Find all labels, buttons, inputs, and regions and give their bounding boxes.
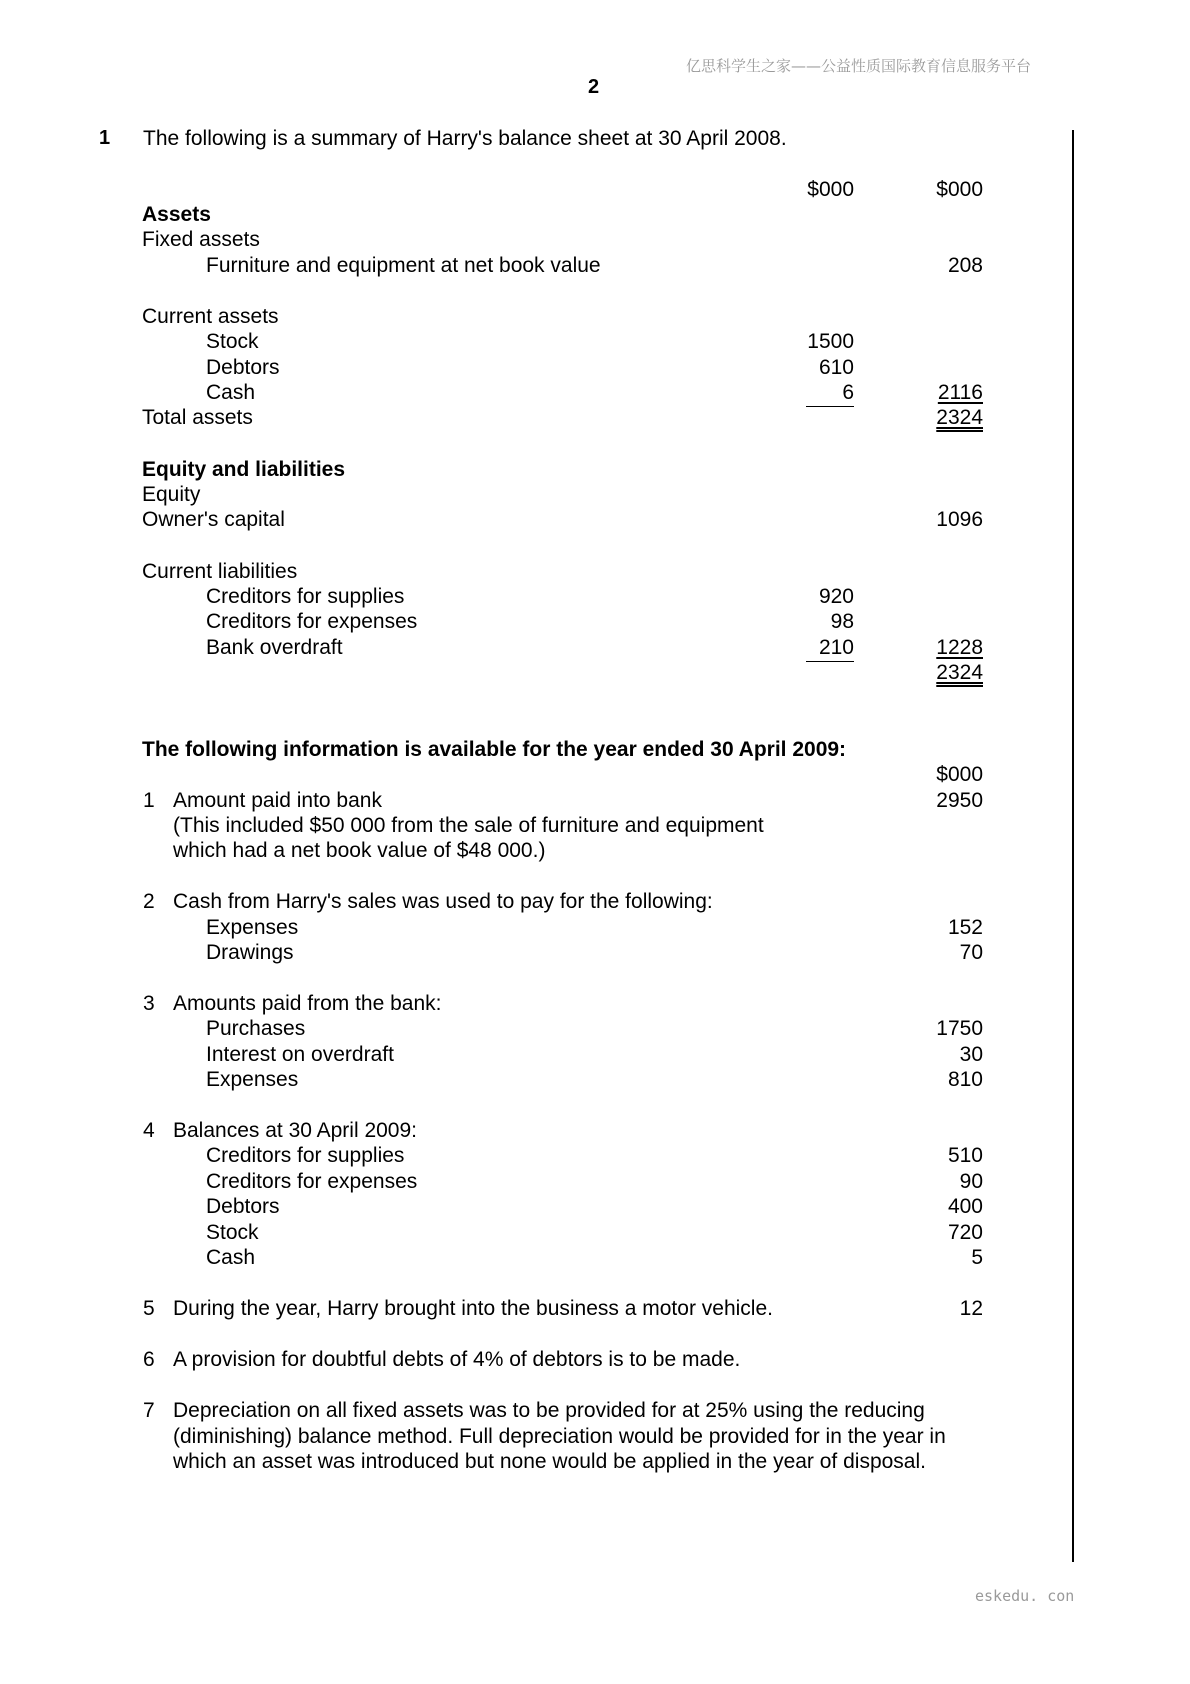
info-col-heading: $000: [936, 763, 983, 786]
creditors-expenses-value: 98: [830, 610, 854, 633]
creditors-supplies-row: [0, 584, 1190, 610]
item1-row: [0, 788, 1190, 814]
item7-number: 7: [143, 1399, 155, 1422]
item1-value: 2950: [936, 789, 983, 812]
item6-text: A provision for doubtful debts of 4% of debtors is to be made.: [173, 1348, 741, 1371]
item3-purchases-value: 1750: [936, 1017, 983, 1040]
item2-drawings-label: Drawings: [206, 941, 294, 964]
item1-note-row1: [0, 813, 1190, 839]
page-number: 2: [588, 76, 600, 98]
item4-cash-row: [0, 1245, 1190, 1271]
current-assets-label: Current assets: [142, 305, 279, 328]
creditors-supplies-value: 920: [818, 585, 854, 608]
item1-note-line1: (This included $50 000 from the sale of furniture and equipment: [173, 814, 764, 837]
item5-value: 12: [959, 1297, 983, 1320]
info-col-heading-row: [0, 762, 1190, 788]
item2-drawings-value: 70: [959, 941, 983, 964]
item3-text: Amounts paid from the bank:: [173, 992, 442, 1015]
stock-row: [0, 329, 1190, 355]
creditors-supplies-label: Creditors for supplies: [206, 585, 405, 608]
item3-expenses-row: [0, 1067, 1190, 1093]
stock-value: 1500: [807, 330, 854, 353]
item2-expenses-label: Expenses: [206, 916, 299, 939]
item3-expenses-label: Expenses: [206, 1068, 299, 1091]
equity-label: Equity: [142, 483, 201, 506]
total-assets-row: [0, 405, 1190, 431]
item3-purchases-row: [0, 1016, 1190, 1042]
owners-capital-label: Owner's capital: [142, 508, 285, 531]
total-assets-value: 2324: [936, 406, 983, 429]
current-liabilities-label: Current liabilities: [142, 560, 298, 583]
info-heading-row: [0, 737, 1190, 763]
item3-row: [0, 991, 1190, 1017]
fixed-assets-label: Fixed assets: [142, 228, 260, 251]
item4-stock-value: 720: [947, 1221, 983, 1244]
item2-text: Cash from Harry's sales was used to pay for the following:: [173, 890, 713, 913]
equity-liabilities-heading: Equity and liabilities: [142, 458, 346, 481]
item1-note-row2: [0, 838, 1190, 864]
item3-interest-row: [0, 1042, 1190, 1068]
item2-number: 2: [143, 890, 155, 913]
item4-cash-label: Cash: [206, 1246, 256, 1269]
owners-capital-value: 1096: [936, 508, 983, 531]
item2-row: [0, 889, 1190, 915]
item3-purchases-label: Purchases: [206, 1017, 306, 1040]
bank-overdraft-wrap: [806, 635, 854, 662]
item2-expenses-value: 152: [947, 916, 983, 939]
current-assets-total: 2116: [937, 381, 983, 404]
item4-cs-row: [0, 1143, 1190, 1169]
item3-number: 3: [143, 992, 155, 1015]
item4-row: [0, 1118, 1190, 1144]
item4-debtors-value: 400: [947, 1195, 983, 1218]
item1-number: 1: [143, 789, 155, 812]
total-assets-label: Total assets: [142, 406, 253, 429]
cash-row: [0, 380, 1190, 406]
creditors-expenses-label: Creditors for expenses: [206, 610, 418, 633]
item4-ce-label: Creditors for expenses: [206, 1170, 418, 1193]
cash-label: Cash: [206, 381, 256, 404]
item3-interest-label: Interest on overdraft: [206, 1043, 394, 1066]
item4-number: 4: [143, 1119, 155, 1142]
item7-row3: [0, 1449, 1190, 1475]
furniture-label: Furniture and equipment at net book value: [206, 254, 601, 277]
cash-value: 6: [842, 381, 854, 404]
item7-line1: Depreciation on all fixed assets was to be provided for at 25% using the reducing: [173, 1399, 925, 1422]
item4-debtors-label: Debtors: [206, 1195, 280, 1218]
owners-capital-row: [0, 507, 1190, 533]
item4-ce-value: 90: [959, 1170, 983, 1193]
debtors-value: 610: [818, 356, 854, 379]
creditors-expenses-row: [0, 609, 1190, 635]
assets-heading-row: [0, 202, 1190, 228]
item3-expenses-value: 810: [947, 1068, 983, 1091]
item6-row: [0, 1347, 1190, 1373]
item4-text: Balances at 30 April 2009:: [173, 1119, 418, 1142]
item1-note-line2: which had a net book value of $48 000.): [173, 839, 546, 862]
furniture-value: 208: [947, 254, 983, 277]
current-assets-row: [0, 304, 1190, 330]
furniture-row: [0, 253, 1190, 279]
item4-ce-row: [0, 1169, 1190, 1195]
current-liabilities-row: [0, 559, 1190, 585]
debtors-row: [0, 355, 1190, 381]
info-heading: The following information is available for the year ended 30 April 2009:: [142, 738, 847, 761]
stock-label: Stock: [206, 330, 259, 353]
equity-row: [0, 482, 1190, 508]
assets-heading: Assets: [142, 203, 211, 226]
item5-number: 5: [143, 1297, 155, 1320]
footer-site: eskedu. con: [975, 1587, 1075, 1605]
fixed-assets-row: [0, 227, 1190, 253]
item4-cash-value: 5: [971, 1246, 983, 1269]
grand-total: 2324: [936, 661, 983, 684]
col2-heading: $000: [936, 178, 983, 201]
item3-interest-value: 30: [959, 1043, 983, 1066]
item4-cs-value: 510: [947, 1144, 983, 1167]
item1-text: Amount paid into bank: [173, 789, 382, 812]
item2-drawings-row: [0, 940, 1190, 966]
site-header: 亿思科学生之家——公益性质国际教育信息服务平台: [686, 57, 1032, 75]
item7-row2: [0, 1424, 1190, 1450]
debtors-label: Debtors: [206, 356, 280, 379]
grand-total-row: [0, 660, 1190, 686]
bank-overdraft-label: Bank overdraft: [206, 636, 343, 659]
item7-row1: [0, 1398, 1190, 1424]
question-number: 1: [99, 127, 111, 149]
cash-value-wrap: [806, 380, 854, 407]
item6-number: 6: [143, 1348, 155, 1371]
item4-stock-row: [0, 1220, 1190, 1246]
item4-stock-label: Stock: [206, 1221, 259, 1244]
col1-heading: $000: [807, 178, 854, 201]
item4-cs-label: Creditors for supplies: [206, 1144, 405, 1167]
equity-liabilities-heading-row: [0, 457, 1190, 483]
item7-line2: (diminishing) balance method. Full depreciation would be provided for in the year in: [173, 1425, 946, 1448]
item2-expenses-row: [0, 915, 1190, 941]
bank-overdraft-value: 210: [818, 636, 854, 659]
item5-text: During the year, Harry brought into the business a motor vehicle.: [173, 1297, 773, 1320]
question-intro: The following is a summary of Harry's balance sheet at 30 April 2008.: [143, 127, 787, 150]
column-headings: [0, 177, 1190, 203]
current-liabilities-total: 1228: [936, 636, 983, 659]
item4-debtors-row: [0, 1194, 1190, 1220]
item5-row: [0, 1296, 1190, 1322]
bank-overdraft-row: [0, 635, 1190, 661]
item7-line3: which an asset was introduced but none would be applied in the year of disposal.: [173, 1450, 926, 1473]
